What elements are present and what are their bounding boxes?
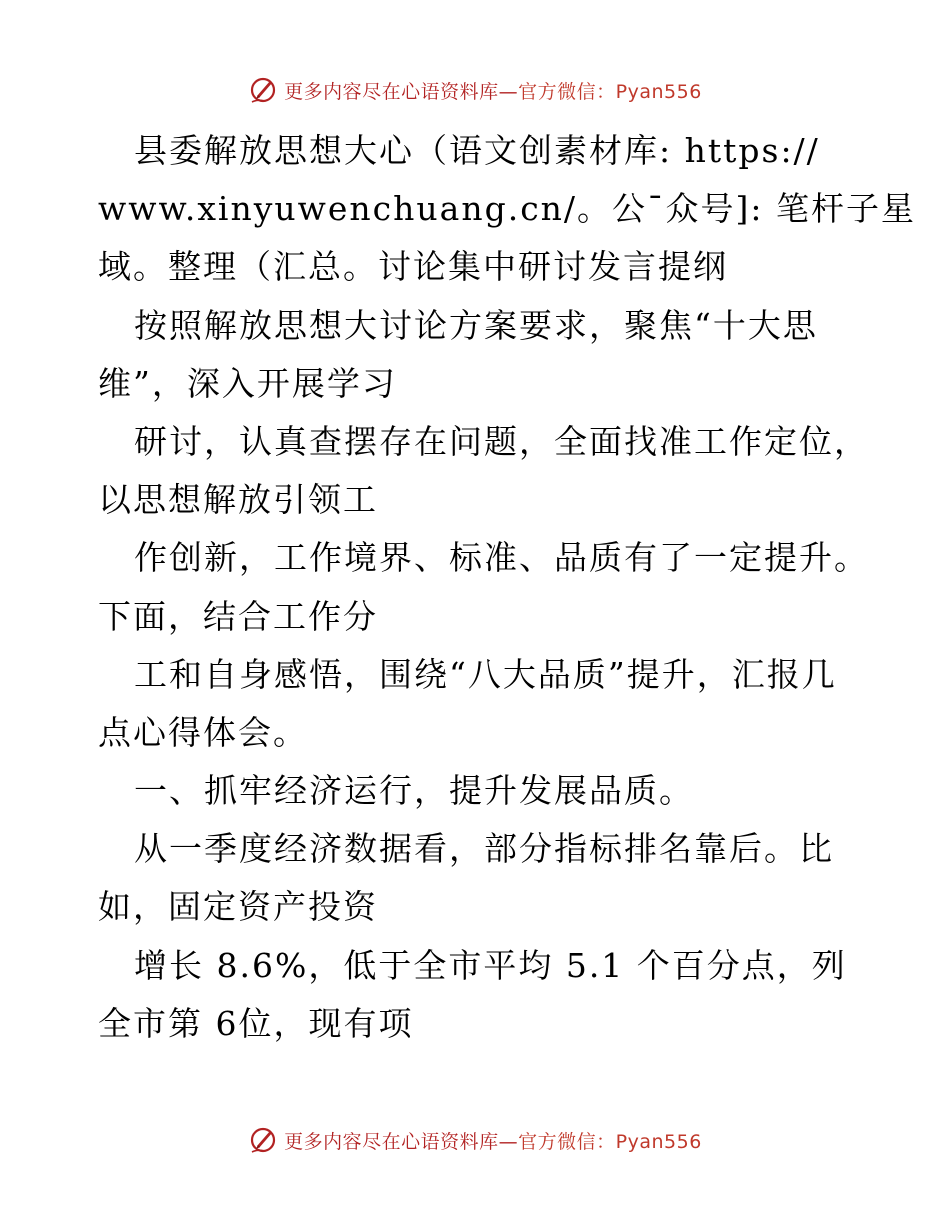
body-line: 以思想解放引领工 [98,480,378,520]
body-line: 增长 8.6%，低于全市平均 5.1 个百分点，列 [134,945,847,985]
body-line: 从一季度经济数据看，部分指标排名靠后。比 [134,829,834,869]
footer-banner-wechat: 官方微信：Pyan556 [518,1130,702,1153]
body-line: 维”，深入开展学习 [98,363,397,403]
body-line: www.xinyuwenchuang.cn/。公¯众号]: 笔杆子星 [98,189,917,229]
body-line: 作创新，工作境界、标准、品质有了一定提升。 [134,538,869,578]
header-banner-title: 更多内容尽在心语资料库 [284,80,499,103]
body-line: 工和自身感悟，围绕“八大品质”提升，汇报几 [134,654,837,694]
header-banner-text [284,77,702,104]
footer-banner [0,1120,950,1160]
body-line: 下面，结合工作分 [98,596,378,636]
footer-banner-inner [248,1125,702,1155]
body-line: 县委解放思想大心（语文创素材库: https:// [134,131,820,170]
header-banner [0,70,950,110]
body-line: 如，固定资产投资 [98,887,378,927]
header-banner-wechat: 官方微信：Pyan556 [518,80,702,103]
header-banner-inner [248,75,702,105]
body-line: 域。整理（汇总。讨论集中研讨发言提纲 [98,247,728,287]
footer-banner-title: 更多内容尽在心语资料库 [284,1130,499,1153]
quill-logo-icon [248,75,278,105]
header-banner-dash: — [498,80,519,103]
document-body [98,122,917,1053]
body-line: 点心得体会。 [98,712,308,752]
section-heading: 一、抓牢经济运行，提升发展品质。 [134,771,694,811]
quill-logo-icon [248,1125,278,1155]
body-line: 全市第 6位，现有项 [98,1003,414,1043]
footer-banner-dash: — [498,1130,519,1153]
footer-banner-text [284,1127,702,1154]
body-line: 研讨，认真查摆存在问题，全面找准工作定位， [134,421,869,461]
body-line: 按照解放思想大讨论方案要求，聚焦“十大思 [134,305,818,345]
